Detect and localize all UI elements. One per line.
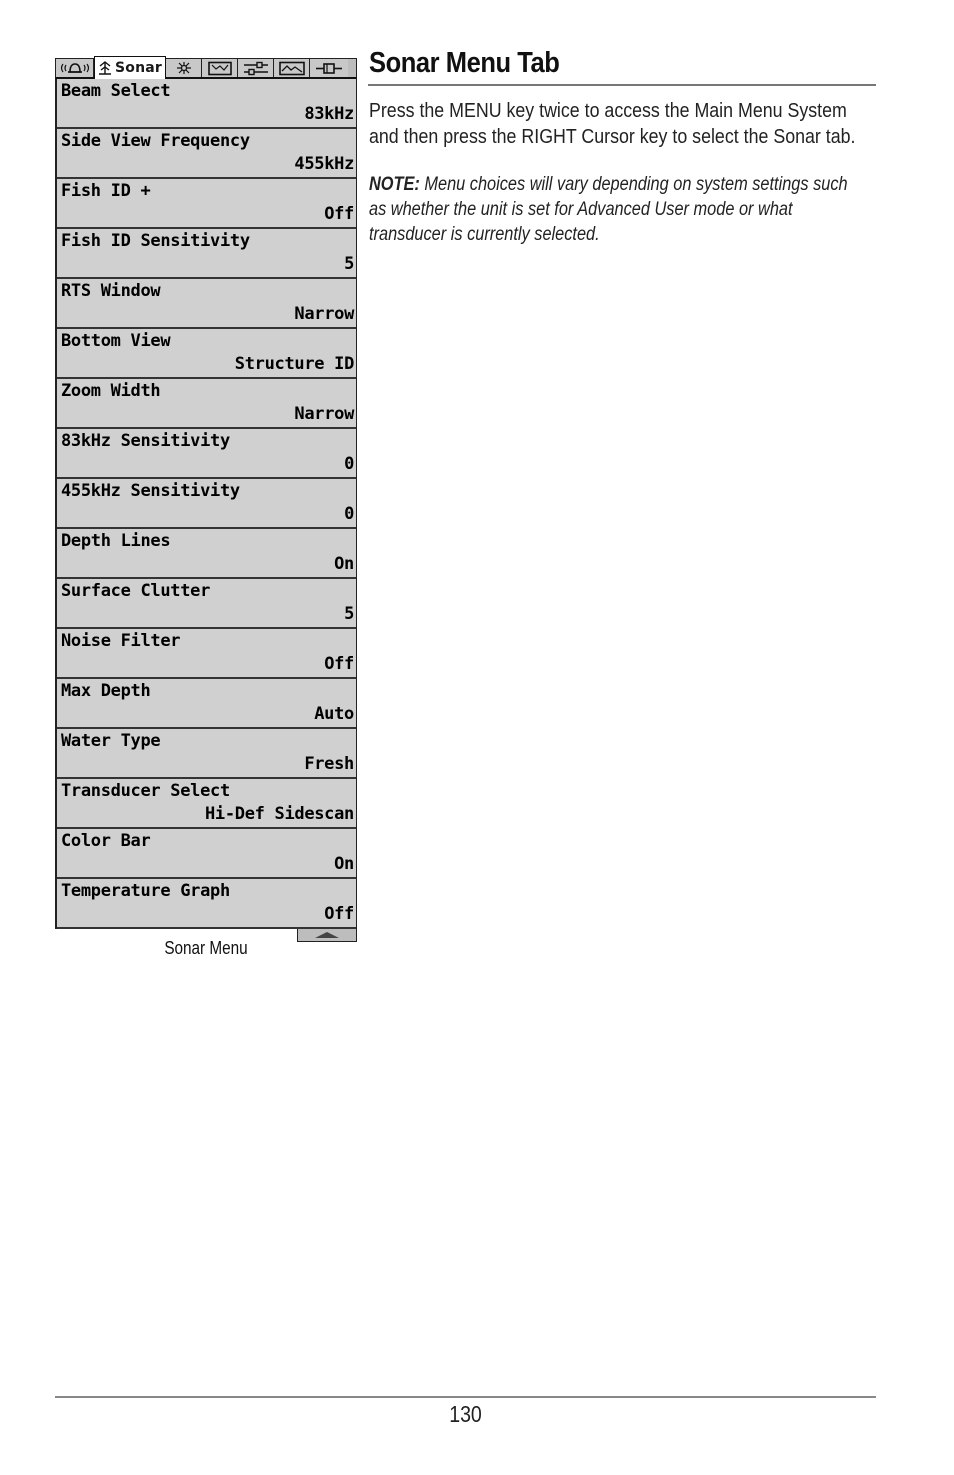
menu-item-value: 0 xyxy=(344,504,354,524)
tab-sonar-label: Sonar xyxy=(115,60,163,76)
menu-item-water-type[interactable] xyxy=(57,729,356,779)
menu-item-surface-clutter[interactable] xyxy=(57,579,356,629)
accessories-icon xyxy=(315,61,343,76)
menu-item-value: Hi-Def Sidescan xyxy=(204,804,354,824)
menu-item-value: Narrow xyxy=(294,304,354,324)
menu-item-label: Bottom View xyxy=(61,331,171,351)
footer-divider xyxy=(55,1396,876,1398)
menu-item-label: Surface Clutter xyxy=(61,581,211,601)
menu-item-noise-filter[interactable] xyxy=(57,629,356,679)
menu-item-label: Temperature Graph xyxy=(61,881,230,901)
alarms-icon xyxy=(60,61,90,75)
menu-item-value: Off xyxy=(324,204,354,224)
menu-item-label: Transducer Select xyxy=(61,781,230,801)
menu-item-label: RTS Window xyxy=(61,281,161,301)
menu-item-value: 5 xyxy=(344,254,354,274)
tab-accessories[interactable] xyxy=(310,59,348,77)
menu-item-zoom-width[interactable] xyxy=(57,379,356,429)
tab-setup[interactable] xyxy=(238,59,274,77)
tab-views[interactable] xyxy=(274,59,310,77)
section-body: Press the MENU key twice to access the Main Menu System and then press the RIGHT Cursor key to select the Sonar tab. xyxy=(369,100,856,148)
tab-navigation[interactable] xyxy=(166,59,202,77)
page-number: 130 xyxy=(449,1401,482,1427)
menu-item-value: Off xyxy=(324,904,354,924)
note-label: NOTE: xyxy=(369,174,420,195)
menu-item-label: Zoom Width xyxy=(61,381,161,401)
menu-item-color-bar[interactable] xyxy=(57,829,356,879)
menu-item-value: Narrow xyxy=(294,404,354,424)
chart-icon xyxy=(207,61,233,76)
sonar-icon xyxy=(98,61,112,75)
menu-item-value: 5 xyxy=(344,604,354,624)
menu-item-fish-id-plus[interactable] xyxy=(57,179,356,229)
menu-item-temperature-graph[interactable] xyxy=(57,879,356,929)
menu-item-depth-lines[interactable] xyxy=(57,529,356,579)
menu-item-value: Off xyxy=(324,654,354,674)
menu-item-label: Side View Frequency xyxy=(61,131,250,151)
menu-item-label: Fish ID + xyxy=(61,181,151,201)
tab-alarms[interactable] xyxy=(56,59,94,77)
views-icon xyxy=(278,61,306,76)
menu-item-label: Fish ID Sensitivity xyxy=(61,231,250,251)
menu-item-value: Auto xyxy=(314,704,354,724)
menu-item-beam-select[interactable] xyxy=(57,79,356,129)
menu-item-label: Noise Filter xyxy=(61,631,181,651)
menu-item-455khz-sensitivity[interactable] xyxy=(57,479,356,529)
tab-sonar[interactable] xyxy=(94,56,166,79)
setup-icon xyxy=(242,61,270,76)
menu-item-value: 455kHz xyxy=(294,154,354,174)
menu-item-rts-window[interactable] xyxy=(57,279,356,329)
menu-item-side-view-frequency[interactable] xyxy=(57,129,356,179)
menu-item-label: Max Depth xyxy=(61,681,151,701)
menu-item-list xyxy=(55,79,357,929)
menu-item-label: 83kHz Sensitivity xyxy=(61,431,230,451)
menu-item-value: On xyxy=(334,854,354,874)
sonar-menu-screen xyxy=(55,58,357,943)
menu-tab-bar xyxy=(55,58,357,79)
section-title: Sonar Menu Tab xyxy=(369,47,560,79)
note-paragraph xyxy=(369,172,851,247)
menu-item-value: Fresh xyxy=(304,754,354,774)
note-text: Menu choices will vary depending on system settings such as whether the unit is set for Advanced User mode or what transducer is currently selected. xyxy=(369,174,848,245)
menu-item-value: Structure ID xyxy=(234,354,354,374)
menu-item-value: 0 xyxy=(344,454,354,474)
menu-item-bottom-view[interactable] xyxy=(57,329,356,379)
menu-item-label: Color Bar xyxy=(61,831,151,851)
menu-item-label: Depth Lines xyxy=(61,531,171,551)
navigation-icon xyxy=(173,61,195,75)
menu-item-max-depth[interactable] xyxy=(57,679,356,729)
menu-item-value: On xyxy=(334,554,354,574)
menu-item-fish-id-sensitivity[interactable] xyxy=(57,229,356,279)
figure-caption: Sonar Menu xyxy=(164,938,248,958)
menu-item-83khz-sensitivity[interactable] xyxy=(57,429,356,479)
menu-item-label: Beam Select xyxy=(61,81,171,101)
menu-item-label: Water Type xyxy=(61,731,161,751)
title-divider xyxy=(368,84,876,86)
menu-item-value: 83kHz xyxy=(304,104,354,124)
menu-item-transducer-select[interactable] xyxy=(57,779,356,829)
menu-item-label: 455kHz Sensitivity xyxy=(61,481,240,501)
tab-chart[interactable] xyxy=(202,59,238,77)
